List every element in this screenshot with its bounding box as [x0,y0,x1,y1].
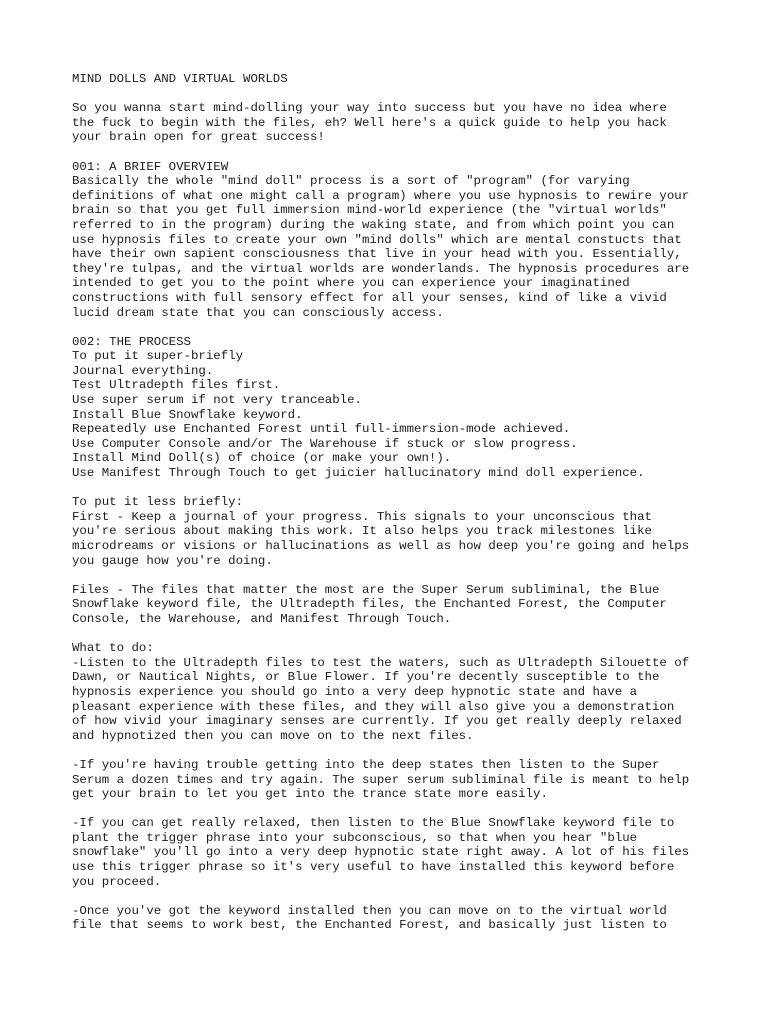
text-line: Install Blue Snowflake keyword. [72,407,303,422]
paragraph [72,583,712,627]
paragraph [72,904,712,933]
text-line: file that seems to work best, the Enchanted Forest, and basically just listen to [72,918,667,933]
text-line: Snowflake keyword file, the Ultradepth files, the Enchanted Forest, the Computer [72,597,667,612]
text-line: -If you're having trouble getting into the deep states then listen to the Super [72,757,660,772]
text-line: Console, the Warehouse, and Manifest Through Touch. [72,611,452,626]
text-line: Use super serum if not very tranceable. [72,393,362,408]
text-line: Files - The files that matter the most are the Super Serum subliminal, the Blue [72,582,660,597]
text-line: hypnosis experience you should go into a very deep hypnotic state and have a [72,684,638,699]
text-line: intended to get you to the point where you can experience your imaginatined [72,276,630,291]
paragraph [72,758,712,802]
text-line: constructions with full sensory effect for all your senses, kind of like a vivid [72,290,667,305]
text-line: use this trigger phrase so it's very useful to have installed this keyword before [72,860,675,875]
text-line: -Once you've got the keyword installed then you can move on to the virtual world [72,903,667,918]
text-line: of how vivid your imaginary senses are currently. If you get really deeply relaxed [72,714,682,729]
text-line: What to do: [72,641,154,656]
text-line: Use Manifest Through Touch to get juicier hallucinatory mind doll experience. [72,466,645,481]
text-line: Journal everything. [72,363,214,378]
text-line: To put it super-briefly [72,349,244,364]
text-line: Repeatedly use Enchanted Forest until full-immersion-mode achieved. [72,422,571,437]
text-line: To put it less briefly: [72,495,244,510]
text-line: -If you can get really relaxed, then listen to the Blue Snowflake keyword file to [72,816,675,831]
text-line: snowflake" you'll go into a very deep hypnotic state right away. A lot of his files [72,845,690,860]
text-line: your brain open for great success! [72,130,325,145]
text-line: get your brain to let you get into the trance state more easily. [72,787,548,802]
text-line: they're tulpas, and the virtual worlds are wonderlands. The hypnosis procedures are [72,261,690,276]
text-line: Use Computer Console and/or The Warehouse if stuck or slow progress. [72,436,578,451]
text-line: referred to in the program) during the waking state, and from which point you can [72,217,675,232]
text-line: Test Ultradepth files first. [72,378,281,393]
paragraph [72,816,712,889]
text-line: the fuck to begin with the files, eh? Well here's a quick guide to help you hack [72,115,667,130]
text-line: 001: A BRIEF OVERVIEW [72,159,229,174]
text-line: Dawn, or Nautical Nights, or Blue Flower. If you're decently susceptible to the [72,670,660,685]
paragraph [72,101,712,145]
text-line: -Listen to the Ultradepth files to test the waters, such as Ultradepth Silouette of [72,655,690,670]
text-line: MIND DOLLS AND VIRTUAL WORLDS [72,72,288,86]
paragraph [72,641,712,743]
text-line: and hypnotized then you can move on to the next files. [72,728,474,743]
text-line: plant the trigger phrase into your subconscious, so that when you hear "blue [72,830,638,845]
text-line: Install Mind Doll(s) of choice (or make your own!). [72,451,452,466]
paragraph [72,335,712,481]
document-title [72,72,712,87]
text-line: Basically the whole "mind doll" process is a sort of "program" (for varying [72,174,630,189]
text-line: First - Keep a journal of your progress. This signals to your unconscious that [72,509,652,524]
document-body [72,72,712,948]
text-line: you proceed. [72,874,162,889]
text-line: pleasant experience with these files, and they will also give you a demonstration [72,699,675,714]
text-line: microdreams or visions or hallucinations as well as how deep you're going and helps [72,539,690,553]
text-line: you're serious about making this work. It also helps you track milestones like [72,524,652,539]
text-line: you gauge how you're doing. [72,553,273,568]
text-line: brain so that you get full immersion mind-world experience (the "virtual worlds" [72,203,667,218]
paragraph [72,495,712,568]
text-line: have their own sapient consciousness that live in your head with you. Essentially, [72,247,682,262]
text-line: lucid dream state that you can consciously access. [72,305,444,320]
text-line: So you wanna start mind-dolling your way into success but you have no idea where [72,101,667,116]
text-line: definitions of what one might call a program) where you use hypnosis to rewire your [72,188,690,203]
paragraph [72,160,712,321]
text-line: Serum a dozen times and try again. The super serum subliminal file is meant to help [72,772,690,787]
text-line: use hypnosis files to create your own "mind dolls" which are mental constucts that [72,232,682,247]
text-line: 002: THE PROCESS [72,334,191,349]
